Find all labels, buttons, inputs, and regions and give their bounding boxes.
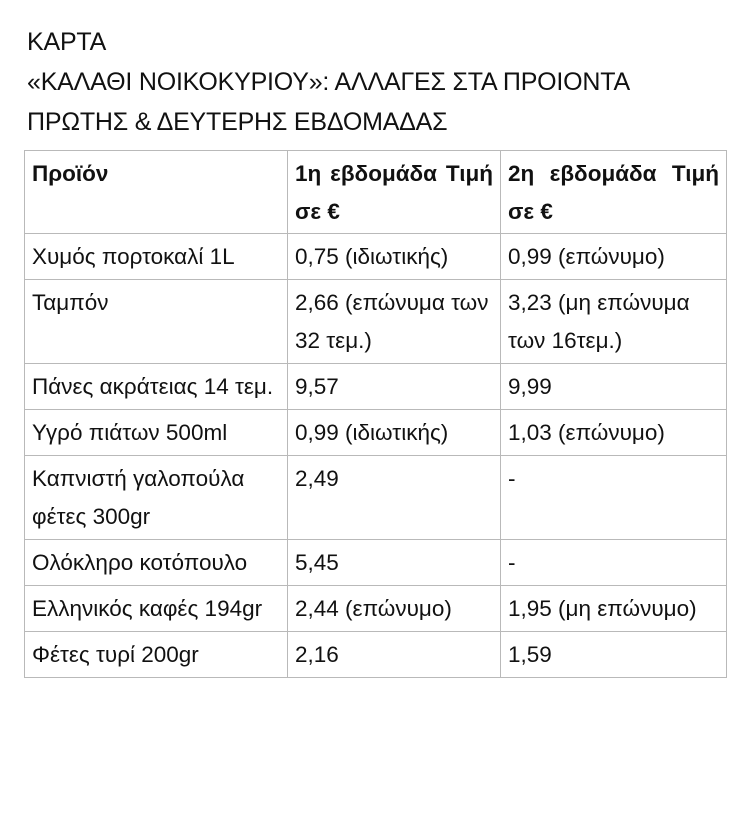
week1-price-cell: 2,16 [288, 632, 501, 678]
table-row [25, 632, 727, 678]
week2-price-cell: - [501, 540, 727, 586]
table-row [25, 540, 727, 586]
week1-price-cell: 2,49 [288, 456, 501, 540]
week1-price-cell: 9,57 [288, 364, 501, 410]
week1-price-cell: 0,75 (ιδιωτικής) [288, 234, 501, 280]
column-header-week2-price: 2η εβδομάδα Τιμή σε € [501, 151, 727, 234]
week1-price-cell: 2,66 (επώνυμα των 32 τεμ.) [288, 280, 501, 364]
week1-price-cell: 5,45 [288, 540, 501, 586]
price-comparison-table [24, 150, 727, 678]
week2-price-cell: - [501, 456, 727, 540]
week2-price-cell: 1,03 (επώνυμο) [501, 410, 727, 456]
column-header-week1-price: 1η εβδομάδα Τιμή σε € [288, 151, 501, 234]
table-header-row [25, 151, 727, 234]
week2-price-cell: 0,99 (επώνυμο) [501, 234, 727, 280]
title-line: «ΚΑΛΑΘΙ ΝΟΙΚΟΚΥΡΙΟΥ»: ΑΛΛΑΓΕΣ ΣΤΑ ΠΡΟΙΟΝΤΑ [27, 68, 630, 96]
product-cell: Ελληνικός καφές 194gr [25, 586, 288, 632]
product-cell: Πάνες ακράτειας 14 τεμ. [25, 364, 288, 410]
week2-price-cell: 1,59 [501, 632, 727, 678]
product-cell: Υγρό πιάτων 500ml [25, 410, 288, 456]
week1-price-cell: 2,44 (επώνυμο) [288, 586, 501, 632]
column-header-product: Προϊόν [25, 151, 288, 234]
title-line: ΚΑΡΤΑ [27, 28, 107, 56]
table-row [25, 280, 727, 364]
week2-price-cell: 1,95 (μη επώνυμο) [501, 586, 727, 632]
table-row [25, 234, 727, 280]
product-cell: Χυμός πορτοκαλί 1L [25, 234, 288, 280]
week2-price-cell: 9,99 [501, 364, 727, 410]
product-cell: Καπνιστή γαλοπούλα φέτες 300gr [25, 456, 288, 540]
product-cell: Ταμπόν [25, 280, 288, 364]
product-cell: Φέτες τυρί 200gr [25, 632, 288, 678]
table-row [25, 410, 727, 456]
title-line: ΠΡΩΤΗΣ & ΔΕΥΤΕΡΗΣ ΕΒΔΟΜΑΔΑΣ [27, 108, 448, 136]
document-title [27, 22, 630, 142]
table-row [25, 364, 727, 410]
table-row [25, 586, 727, 632]
week1-price-cell: 0,99 (ιδιωτικής) [288, 410, 501, 456]
product-cell: Ολόκληρο κοτόπουλο [25, 540, 288, 586]
week2-price-cell: 3,23 (μη επώνυμα των 16τεμ.) [501, 280, 727, 364]
table-row [25, 456, 727, 540]
